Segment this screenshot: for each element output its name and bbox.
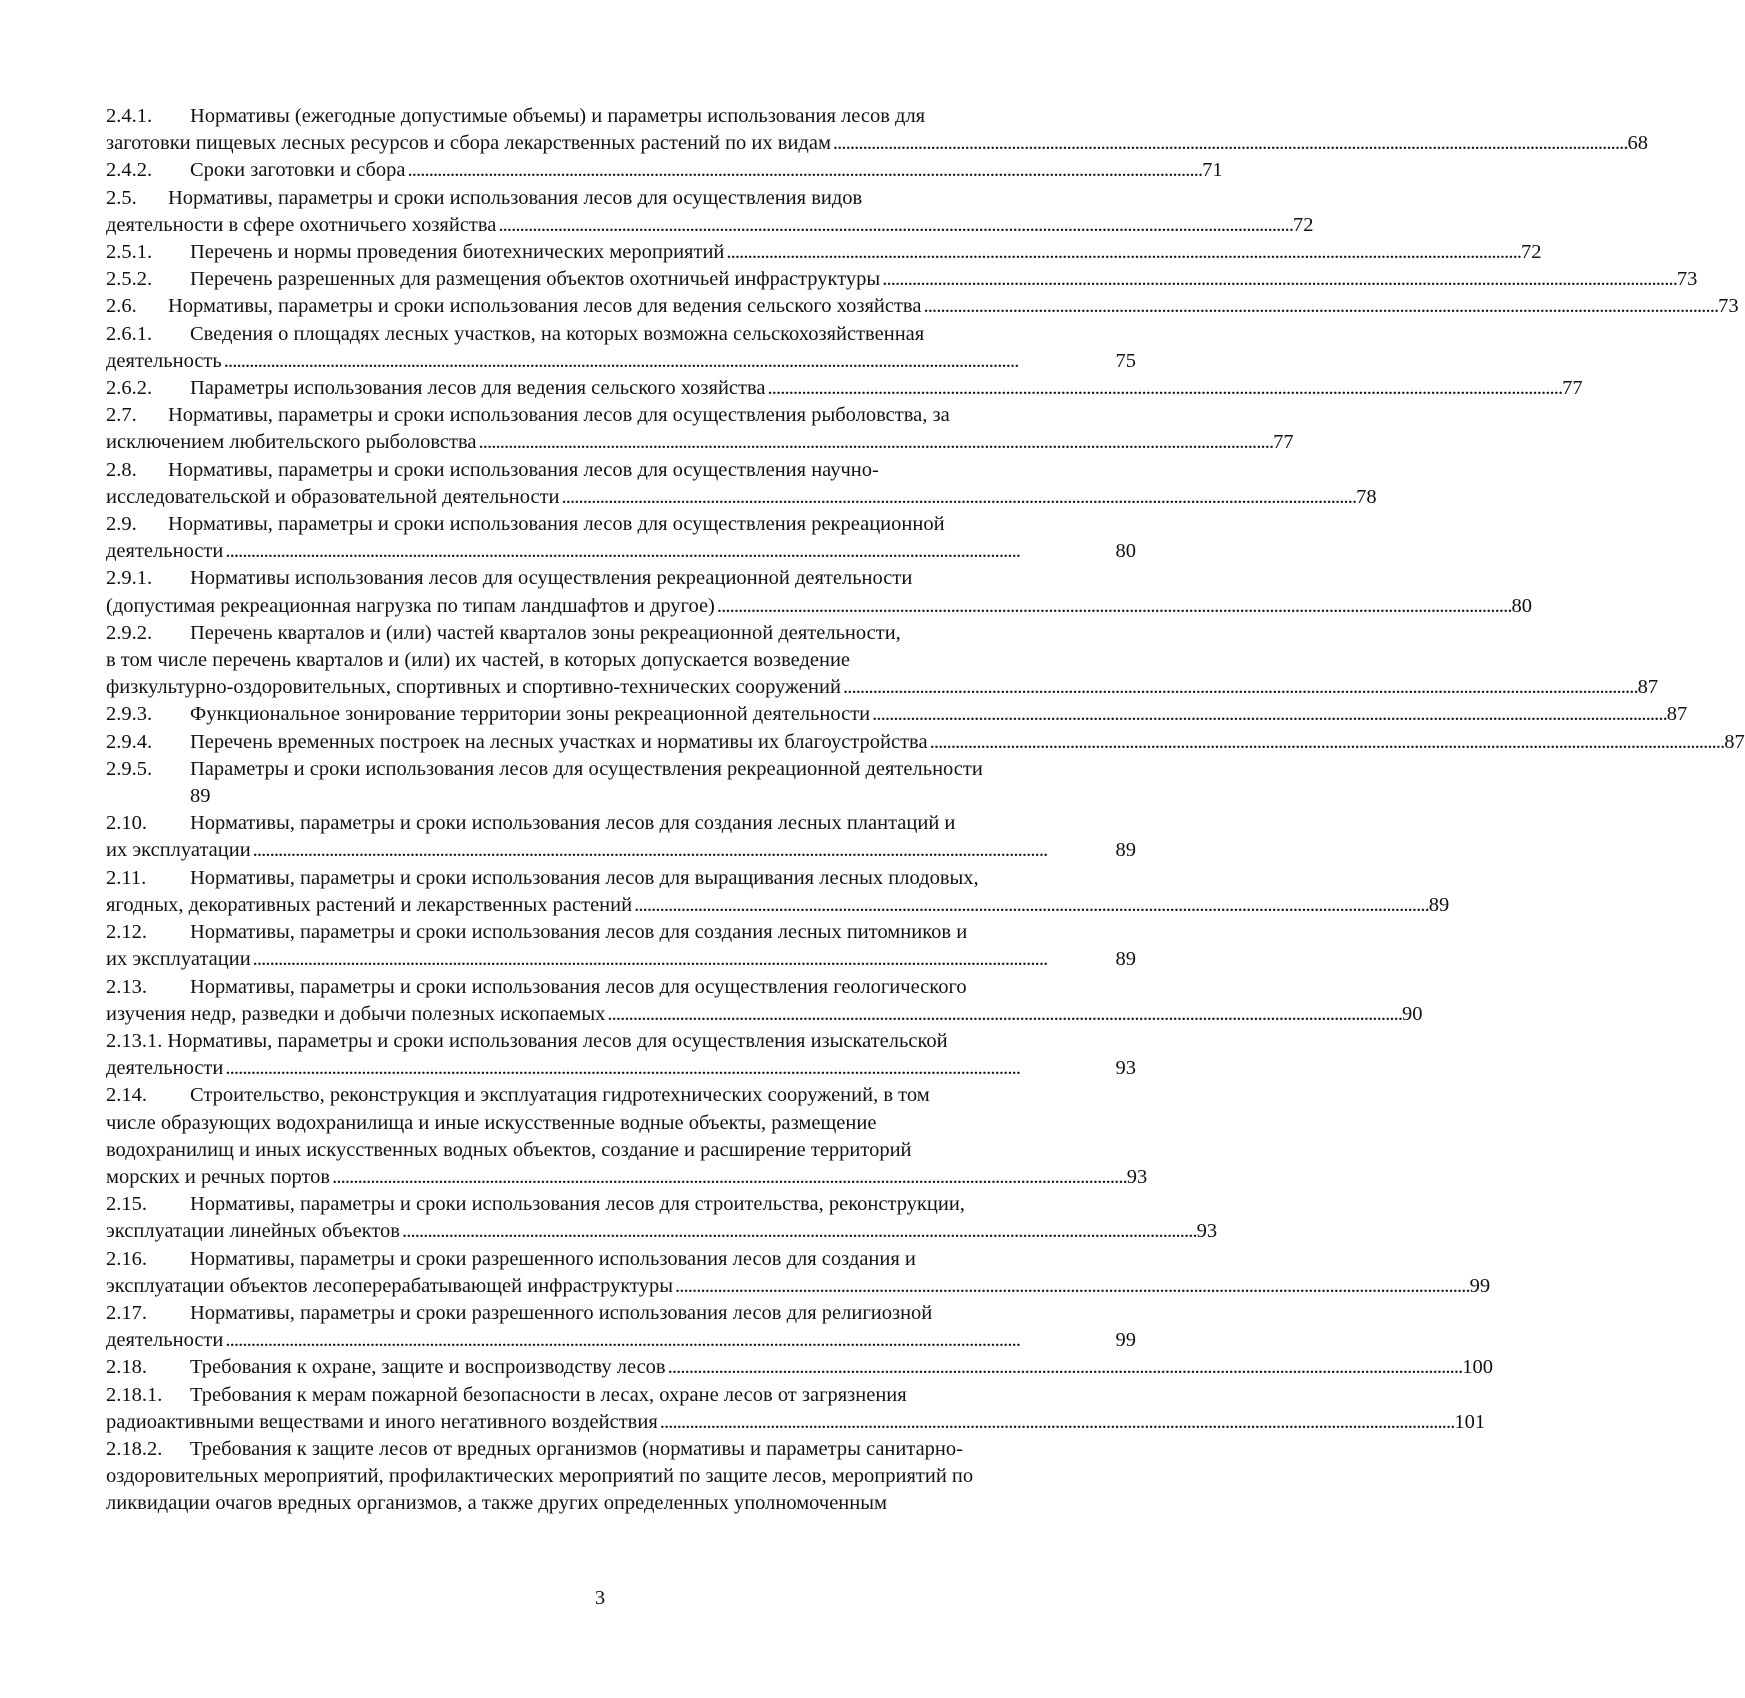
toc-number: 2.9.4.: [106, 730, 153, 753]
toc-entry: [106, 756, 1136, 810]
toc-line: [106, 1327, 1136, 1354]
dot-leader: [253, 946, 1114, 973]
toc-page-number: 72: [1521, 241, 1542, 264]
toc-page-number: 75: [1115, 349, 1136, 372]
dot-leader: [717, 593, 1510, 620]
table-of-contents: [106, 103, 1745, 1518]
toc-line: [106, 974, 1136, 1001]
toc-number: 2.14.: [106, 1084, 147, 1107]
toc-line: [106, 837, 1136, 864]
toc-title: морских и речных портов: [106, 1165, 331, 1188]
toc-line: [106, 919, 1136, 946]
toc-number: 2.9.5.: [106, 757, 153, 780]
toc-title: (допустимая рекреационная нагрузка по типам ландшафтов и другое): [106, 594, 715, 617]
toc-page-number: 80: [1115, 540, 1136, 563]
toc-number: 2.6.1.: [106, 322, 153, 345]
dot-leader: [225, 1327, 1113, 1354]
toc-line: [106, 1300, 1136, 1327]
toc-title: Параметры использования лесов для ведения сельского хозяйства: [190, 377, 766, 400]
toc-entry: [106, 321, 1136, 375]
toc-title: Сроки заготовки и сбора: [190, 159, 406, 182]
toc-entry: [106, 239, 1542, 266]
toc-number: 2.18.1.: [106, 1383, 163, 1406]
dot-leader: [930, 729, 1723, 756]
toc-title: Нормативы, параметры и сроки использования лесов для выращивания лесных плодовых,: [190, 866, 979, 889]
toc-number: 2.13.1.: [106, 1029, 163, 1052]
toc-entry: [106, 1191, 1218, 1245]
toc-line: [106, 1409, 1486, 1436]
toc-page-number: 87: [1637, 676, 1659, 699]
toc-title: Требования к охране, защите и воспроизводству лесов: [190, 1356, 666, 1379]
toc-title: Функциональное зонирование территории зоны рекреационной деятельности: [190, 703, 871, 726]
toc-number: 2.11.: [106, 866, 147, 889]
toc-line: [106, 185, 1136, 212]
toc-page-number: 89: [1115, 948, 1136, 971]
toc-line: [106, 1354, 1493, 1381]
toc-number: 2.16.: [106, 1247, 147, 1270]
toc-line: [106, 103, 1136, 130]
toc-number: 2.6.: [106, 295, 137, 318]
toc-title: Нормативы, параметры и сроки использования лесов для осуществления видов: [168, 186, 863, 209]
toc-page-number: 78: [1356, 485, 1377, 508]
toc-entry: [106, 402, 1294, 456]
toc-title: Нормативы (ежегодные допустимые объемы) и параметры использования лесов для: [190, 105, 926, 127]
dot-leader: [843, 674, 1636, 701]
toc-entry: [106, 1028, 1136, 1082]
toc-line: [106, 1273, 1491, 1300]
toc-title: оздоровительных мероприятий, профилактических мероприятий по защите лесов, мероприятий по: [106, 1465, 974, 1488]
toc-number: 2.7.: [106, 404, 137, 427]
toc-number: 2.4.1.: [106, 105, 153, 127]
dot-leader: [225, 538, 1113, 565]
dot-leader: [767, 375, 1560, 402]
toc-line: [106, 1490, 1136, 1517]
toc-entry: [106, 103, 1649, 157]
toc-line: [106, 375, 1583, 402]
toc-line: [106, 1110, 1136, 1137]
toc-line: [106, 729, 1745, 756]
toc-line: [106, 565, 1136, 592]
toc-page-number: 72: [1293, 213, 1314, 236]
toc-line: [106, 756, 1136, 783]
toc-line: [106, 1164, 1148, 1191]
toc-page-number: 73: [1718, 295, 1739, 318]
toc-line: [106, 293, 1739, 320]
toc-number: 2.9.2.: [106, 621, 153, 644]
toc-page-number: 77: [1562, 377, 1583, 400]
dot-leader: [923, 293, 1716, 320]
toc-entry: [106, 1382, 1486, 1436]
toc-line: [106, 348, 1136, 375]
toc-line: [106, 674, 1659, 701]
toc-entry: [106, 457, 1377, 511]
toc-page-number: 100: [1462, 1356, 1493, 1379]
toc-entry: [106, 919, 1136, 973]
toc-entry: [106, 565, 1532, 619]
toc-title: Нормативы, параметры и сроки использования лесов для осуществления изыскательской: [167, 1029, 948, 1052]
toc-line: [106, 1218, 1218, 1245]
toc-title: ягодных, декоративных растений и лекарственных растений: [106, 893, 633, 916]
toc-entry: [106, 974, 1423, 1028]
toc-title: Нормативы, параметры и сроки использования лесов для осуществления научно-: [168, 458, 879, 481]
toc-page-number: 101: [1454, 1410, 1486, 1433]
toc-line: [106, 810, 1136, 837]
toc-title: деятельность: [106, 349, 222, 372]
toc-line: [106, 1028, 1136, 1055]
toc-number: 2.18.: [106, 1356, 147, 1379]
toc-page-number: 99: [1115, 1329, 1136, 1352]
toc-line: [106, 538, 1136, 565]
toc-entry: [106, 511, 1136, 565]
toc-title: эксплуатации объектов лесоперерабатывающей инфраструктуры: [106, 1274, 673, 1297]
page-number: 3: [594, 1587, 606, 1609]
dot-leader: [402, 1218, 1195, 1245]
toc-title: Перечень временных построек на лесных участках и нормативы их благоустройства: [190, 730, 928, 753]
toc-line: [106, 946, 1136, 973]
toc-entry: [106, 620, 1659, 702]
dot-leader: [872, 701, 1665, 728]
toc-title: Сведения о площадях лесных участков, на которых возможна сельскохозяйственная: [190, 322, 925, 345]
toc-line: [106, 1246, 1136, 1273]
toc-line: [106, 511, 1136, 538]
toc-title: в том числе перечень кварталов и (или) их частей, в которых допускается возведение: [106, 649, 851, 672]
toc-entry: [106, 1354, 1493, 1381]
toc-line: [106, 212, 1314, 239]
dot-leader: [660, 1409, 1453, 1436]
toc-entry: [106, 157, 1223, 184]
toc-title: Нормативы, параметры и сроки использования лесов для ведения сельского хозяйства: [168, 295, 922, 318]
toc-number: 2.4.2.: [106, 159, 153, 182]
toc-title: Нормативы, параметры и сроки использования лесов для осуществления геологического: [190, 975, 967, 998]
dot-leader: [607, 1001, 1400, 1028]
toc-title: Нормативы использования лесов для осуществления рекреационной деятельности: [190, 567, 913, 590]
toc-title: их эксплуатации: [106, 839, 251, 862]
dot-leader: [668, 1354, 1461, 1381]
dot-leader: [675, 1273, 1468, 1300]
toc-line: [106, 701, 1688, 728]
dot-leader: [498, 212, 1291, 239]
toc-title: Нормативы, параметры и сроки использования лесов для создания лесных питомников и: [190, 921, 968, 944]
toc-number: 2.6.2.: [106, 377, 153, 400]
toc-number: 2.13.: [106, 975, 147, 998]
dot-leader: [562, 484, 1355, 511]
toc-title: Перечень разрешенных для размещения объектов охотничьей инфраструктуры: [190, 268, 881, 291]
toc-title: Требования к защите лесов от вредных организмов (нормативы и параметры санитарно-: [190, 1437, 963, 1460]
toc-page-number: 93: [1126, 1165, 1148, 1188]
toc-title: деятельности: [106, 1057, 224, 1080]
toc-line: [106, 266, 1698, 293]
toc-entry: [106, 865, 1450, 919]
toc-title: водохранилищ и иных искусственных водных объектов, создание и расширение территорий: [106, 1138, 912, 1161]
toc-entry: [106, 293, 1739, 320]
dot-leader: [634, 892, 1427, 919]
toc-title: Перечень и нормы проведения биотехнических мероприятий: [190, 241, 725, 264]
toc-number: 2.10.: [106, 812, 147, 835]
toc-page-number: 93: [1115, 1057, 1136, 1080]
toc-title: радиоактивными веществами и иного негативного воздействия: [106, 1410, 658, 1433]
toc-line: [106, 1191, 1136, 1218]
toc-line: [106, 1382, 1136, 1409]
toc-title: ликвидации очагов вредных организмов, а также других определенных уполномоченным: [106, 1492, 887, 1515]
toc-page-number: 87: [1724, 730, 1745, 753]
dot-leader: [407, 157, 1200, 184]
toc-title: Строительство, реконструкция и эксплуатация гидротехнических сооружений, в том: [190, 1084, 930, 1107]
toc-entry: [106, 1300, 1136, 1354]
toc-line: [106, 1137, 1136, 1164]
toc-line: [106, 1055, 1136, 1082]
toc-line: [106, 647, 1136, 674]
toc-line: [106, 593, 1532, 620]
toc-title: Перечень кварталов и (или) частей кварталов зоны рекреационной деятельности,: [190, 621, 901, 644]
toc-page-number: 73: [1676, 268, 1698, 291]
toc-entry: [106, 701, 1688, 728]
dot-leader: [726, 239, 1519, 266]
toc-entry: [106, 810, 1136, 864]
toc-title: деятельности в сфере охотничьего хозяйства: [106, 213, 497, 236]
toc-title: эксплуатации линейных объектов: [106, 1220, 400, 1243]
toc-entry: [106, 266, 1698, 293]
toc-page-number: 89: [190, 785, 211, 808]
dot-leader: [225, 1055, 1113, 1082]
toc-number: 2.5.1.: [106, 241, 153, 264]
toc-title: Нормативы, параметры и сроки использования лесов для строительства, реконструкции,: [190, 1193, 965, 1216]
toc-line: [106, 1001, 1423, 1028]
toc-number: 2.5.: [106, 186, 137, 209]
toc-number: 2.8.: [106, 458, 137, 481]
toc-line: [106, 783, 1136, 810]
toc-number: 2.9.3.: [106, 703, 153, 726]
toc-title: деятельности: [106, 1329, 224, 1352]
toc-page-number: 90: [1402, 1002, 1423, 1025]
toc-entry: [106, 1246, 1491, 1300]
toc-title: их эксплуатации: [106, 948, 251, 971]
toc-number: 2.9.1.: [106, 567, 153, 590]
toc-entry: [106, 185, 1314, 239]
toc-title: деятельности: [106, 540, 224, 563]
toc-number: 2.17.: [106, 1301, 147, 1324]
toc-title: физкультурно-оздоровительных, спортивных и спортивно-технических сооружений: [106, 676, 841, 699]
toc-line: [106, 1436, 1136, 1463]
dot-leader: [479, 429, 1272, 456]
toc-line: [106, 321, 1136, 348]
toc-line: [106, 865, 1136, 892]
toc-line: [106, 892, 1450, 919]
toc-page-number: 87: [1666, 703, 1688, 726]
toc-page-number: 99: [1469, 1274, 1491, 1297]
toc-number: 2.5.2.: [106, 268, 153, 291]
dot-leader: [253, 837, 1114, 864]
toc-title: исследовательской и образовательной деятельности: [106, 485, 560, 508]
toc-line: [106, 457, 1136, 484]
toc-title: изучения недр, разведки и добычи полезных ископаемых: [106, 1002, 606, 1025]
dot-leader: [332, 1164, 1125, 1191]
toc-title: Требования к мерам пожарной безопасности в лесах, охране лесов от загрязнения: [190, 1383, 907, 1406]
toc-line: [106, 402, 1136, 429]
toc-entry: [106, 375, 1583, 402]
toc-page-number: 89: [1115, 839, 1136, 862]
toc-title: Нормативы, параметры и сроки разрешенного использования лесов для религиозной: [190, 1301, 933, 1324]
dot-leader: [833, 130, 1626, 157]
toc-line: [106, 1463, 1136, 1490]
toc-page-number: 93: [1196, 1220, 1218, 1243]
toc-page-number: 68: [1627, 132, 1649, 155]
toc-title: Нормативы, параметры и сроки использования лесов для осуществления рекреационной: [168, 513, 945, 536]
toc-entry: [106, 729, 1745, 756]
dot-leader: [224, 348, 1114, 375]
toc-title: Нормативы, параметры и сроки использования лесов для осуществления рыболовства, за: [168, 404, 950, 427]
toc-line: [106, 157, 1223, 184]
toc-line: [106, 484, 1377, 511]
toc-entry: [106, 1082, 1148, 1191]
toc-page-number: 77: [1273, 431, 1294, 454]
toc-page-number: 89: [1428, 893, 1450, 916]
toc-line: [106, 620, 1136, 647]
dot-leader: [882, 266, 1675, 293]
toc-number: 2.15.: [106, 1193, 147, 1216]
toc-title: исключением любительского рыболовства: [106, 431, 477, 454]
toc-number: 2.12.: [106, 921, 147, 944]
toc-line: [106, 130, 1649, 157]
toc-number: 2.18.2.: [106, 1437, 163, 1460]
toc-page-number: 71: [1202, 159, 1223, 182]
toc-title: числе образующих водохранилища и иные искусственные водные объекты, размещение: [106, 1111, 877, 1134]
toc-number: 2.9.: [106, 513, 137, 536]
toc-title: Нормативы, параметры и сроки разрешенного использования лесов для создания и: [190, 1247, 916, 1270]
toc-line: [106, 429, 1294, 456]
toc-title: заготовки пищевых лесных ресурсов и сбора лекарственных растений по их видам: [106, 132, 831, 155]
toc-line: [106, 1082, 1136, 1109]
toc-title: Нормативы, параметры и сроки использования лесов для создания лесных плантаций и: [190, 812, 956, 835]
toc-page-number: 80: [1511, 594, 1532, 617]
toc-line: [106, 239, 1542, 266]
toc-entry: [106, 1436, 1136, 1518]
toc-title: Параметры и сроки использования лесов для осуществления рекреационной деятельности: [190, 757, 983, 780]
